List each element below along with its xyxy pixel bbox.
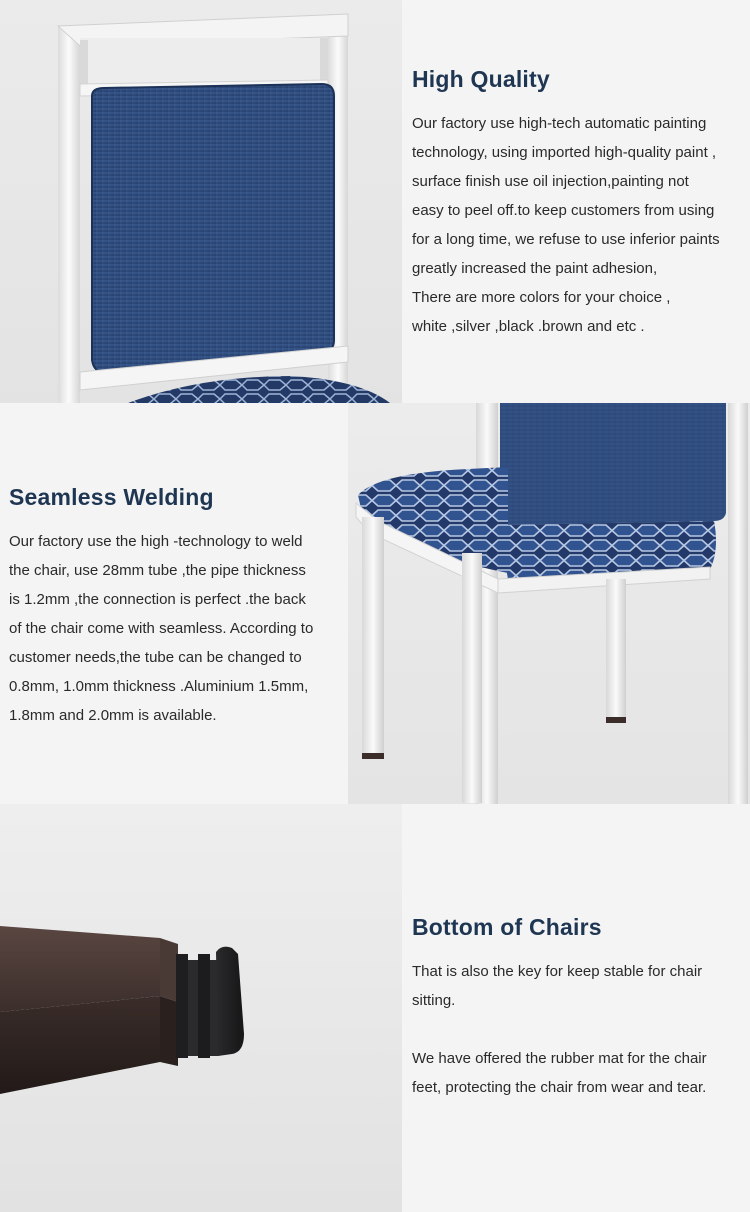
seamless-welding-description xyxy=(9,527,313,730)
blank-line xyxy=(412,1015,707,1044)
text-line: customer needs,the tube can be changed to xyxy=(9,649,302,666)
text-line: for a long time, we refuse to use inferior paints xyxy=(412,231,720,248)
text-line: of the chair come with seamless. According to xyxy=(9,620,314,637)
chair-foot-photo xyxy=(0,804,402,1212)
text-line: 0.8mm, 1.0mm thickness .Aluminium 1.5mm, xyxy=(9,678,309,695)
text-line: surface finish use oil injection,painting not xyxy=(412,173,689,190)
chair-side-illustration xyxy=(348,403,750,804)
text-line: white ,silver ,black .brown and etc . xyxy=(412,318,645,335)
bottom-of-chairs-section xyxy=(402,804,750,1212)
seamless-welding-section xyxy=(0,403,348,804)
chair-foot-illustration xyxy=(0,804,402,1212)
text-line: sitting. xyxy=(412,992,456,1009)
chair-back-photo xyxy=(0,0,402,403)
text-line: We have offered the rubber mat for the chair xyxy=(412,1050,707,1067)
text-line: Our factory use the high -technology to weld xyxy=(9,533,303,550)
bottom-of-chairs-heading: Bottom of Chairs xyxy=(412,914,602,940)
chair-side-photo xyxy=(348,403,750,804)
text-line: That is also the key for keep stable for chair xyxy=(412,963,703,980)
text-line: feet, protecting the chair from wear and tear. xyxy=(412,1079,707,1096)
high-quality-heading: High Quality xyxy=(412,66,550,92)
high-quality-section xyxy=(402,0,750,403)
text-line: greatly increased the paint adhesion, xyxy=(412,260,658,277)
text-line: easy to peel off.to keep customers from using xyxy=(412,202,715,219)
text-line: There are more colors for your choice , xyxy=(412,289,671,306)
bottom-of-chairs-description xyxy=(412,957,707,1102)
text-line: technology, using imported high-quality paint , xyxy=(412,144,717,161)
high-quality-description xyxy=(412,109,720,341)
text-line: 1.8mm and 2.0mm is available. xyxy=(9,707,217,724)
chair-back-illustration xyxy=(0,0,402,403)
seamless-welding-heading: Seamless Welding xyxy=(9,484,214,510)
text-line: is 1.2mm ,the connection is perfect .the back xyxy=(9,591,306,608)
text-line: the chair, use 28mm tube ,the pipe thickness xyxy=(9,562,306,579)
text-line: Our factory use high-tech automatic painting xyxy=(412,115,707,132)
